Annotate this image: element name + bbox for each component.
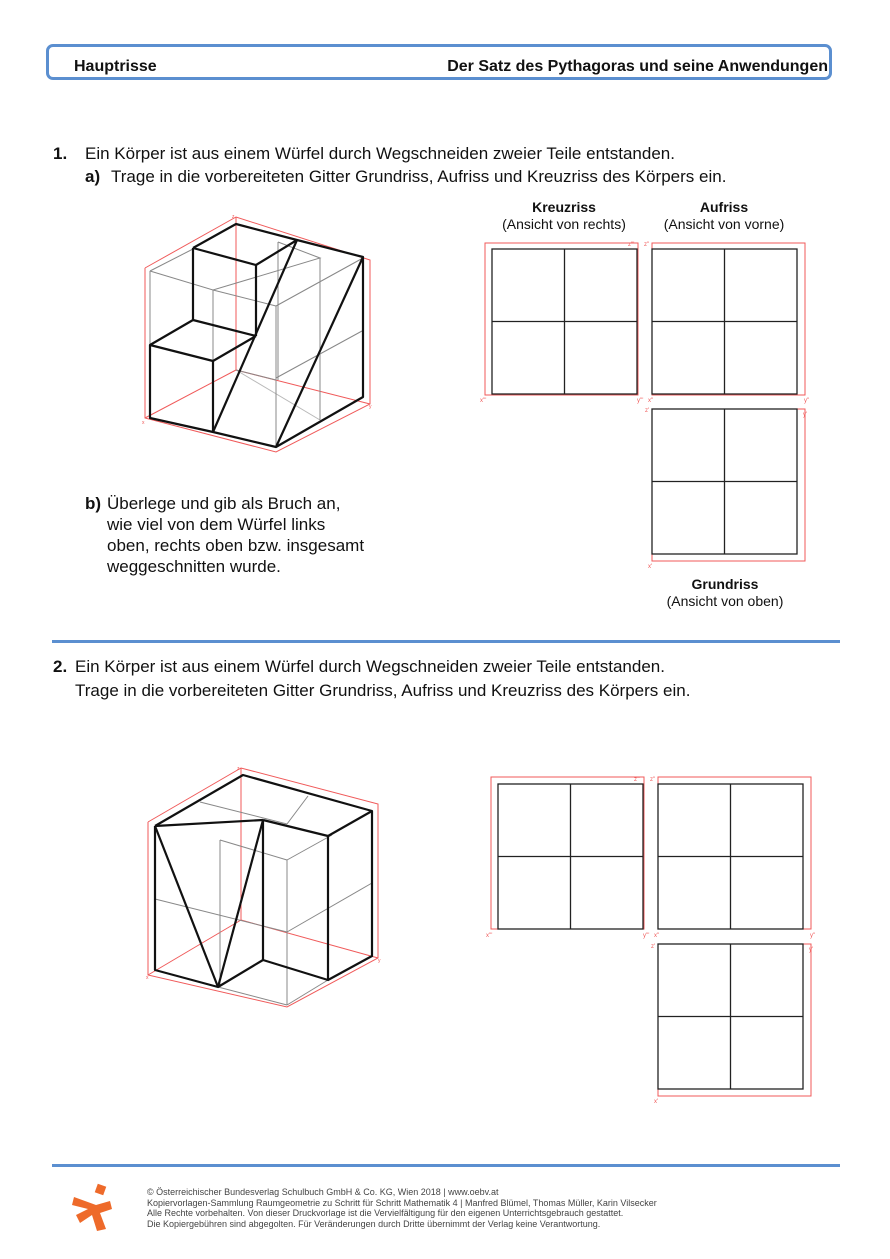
kreuzriss-title: Kreuzriss xyxy=(532,199,596,215)
task2-kreuzriss-grid[interactable] xyxy=(491,777,644,929)
task1a-label: a) xyxy=(85,167,101,186)
t1-y1-label: y' xyxy=(803,412,808,418)
cube2-y-label: y xyxy=(378,958,381,964)
aufriss-title: Aufriss xyxy=(699,199,749,215)
t1-x2-label: x'' xyxy=(648,398,654,404)
t1-z1-label: z' xyxy=(645,408,650,414)
t1-z2-label: z'' xyxy=(644,242,650,248)
publisher-logo xyxy=(70,1183,120,1233)
task2-line-2: Trage in die vorbereiteten Gitter Grundriss, Aufriss und Kreuzriss des Körpers ein. xyxy=(75,681,691,700)
task1b-line-1: Überlege und gib als Bruch an, xyxy=(107,494,341,513)
t2-z2-label: z'' xyxy=(650,777,656,783)
t2-y3-label: y''' xyxy=(643,933,650,939)
footer-line-2: Kopiervorlagen-Sammlung Raumgeometrie zu Schritt für Schritt Mathematik 4 | Manfred Blümel, Thomas Müller, Karin Vilsecker xyxy=(147,1197,657,1208)
t1-y2-label: y'' xyxy=(804,398,810,404)
grundriss-title: Grundriss xyxy=(691,576,759,592)
task2-line-1: Ein Körper ist aus einem Würfel durch Wegschneiden zweier Teile entstanden. xyxy=(75,657,665,676)
task1-number: 1. xyxy=(53,144,68,163)
t2-z3-label: z''' xyxy=(634,777,641,783)
t1-x3-label: x''' xyxy=(480,398,487,404)
cube2-x-label: x xyxy=(146,975,149,981)
t1-x1-label: x' xyxy=(648,564,653,570)
t2-x2-label: x'' xyxy=(654,933,660,939)
task1b-label: b) xyxy=(85,494,102,513)
footer-line-1: © Österreichischer Bundesverlag Schulbuch GmbH & Co. KG, Wien 2018 | www.oebv.at xyxy=(147,1187,499,1197)
footer-line-4: Die Kopiergebühren sind abgegolten. Für Veränderungen durch Dritte übernimmt der Verlag keine Verantwortung. xyxy=(147,1218,601,1229)
footer-divider xyxy=(52,1164,840,1167)
cube1-x-label: x xyxy=(142,420,145,426)
t2-y2-label: y'' xyxy=(810,933,816,939)
t2-x3-label: x''' xyxy=(486,933,493,939)
cube1-z-label: z xyxy=(232,214,235,220)
aufriss-subtitle: (Ansicht von vorne) xyxy=(663,216,785,232)
t2-y1-label: y' xyxy=(809,947,814,953)
t2-x1-label: x' xyxy=(654,1099,659,1105)
task2-number: 2. xyxy=(53,657,68,676)
grundriss-subtitle: (Ansicht von oben) xyxy=(666,593,784,609)
task2-grundriss-grid[interactable] xyxy=(658,944,814,1096)
task1-text: Ein Körper ist aus einem Würfel durch Wegschneiden zweier Teile entstanden. xyxy=(85,144,675,163)
task2-aufriss-grid[interactable] xyxy=(658,777,811,929)
kreuzriss-subtitle: (Ansicht von rechts) xyxy=(502,216,626,232)
footer-copyright xyxy=(147,1187,657,1229)
task1b-line-3: oben, rechts oben bzw. insgesamt xyxy=(107,536,365,555)
header-topic: Hauptrisse xyxy=(74,58,157,75)
task1b-line-2: wie viel von dem Würfel links xyxy=(107,515,326,534)
cube1-y-label: y xyxy=(369,404,372,410)
cube2-z-label: z xyxy=(237,766,240,772)
t1-z3-label: z''' xyxy=(628,242,635,248)
t1-y3-label: y''' xyxy=(637,398,644,404)
footer-line-3: Alle Rechte vorbehalten. Von dieser Druckvorlage ist die Vervielfältigung für den eigenen Unterrichtsgebrauch gestattet. xyxy=(147,1208,624,1218)
header-chapter: Der Satz des Pythagoras und seine Anwendungen xyxy=(447,58,828,75)
task1b-line-4: weggeschnitten wurde. xyxy=(107,557,281,576)
t2-z1-label: z' xyxy=(651,944,656,950)
task1a-text: Trage in die vorbereiteten Gitter Grundriss, Aufriss und Kreuzriss des Körpers ein. xyxy=(111,167,727,186)
